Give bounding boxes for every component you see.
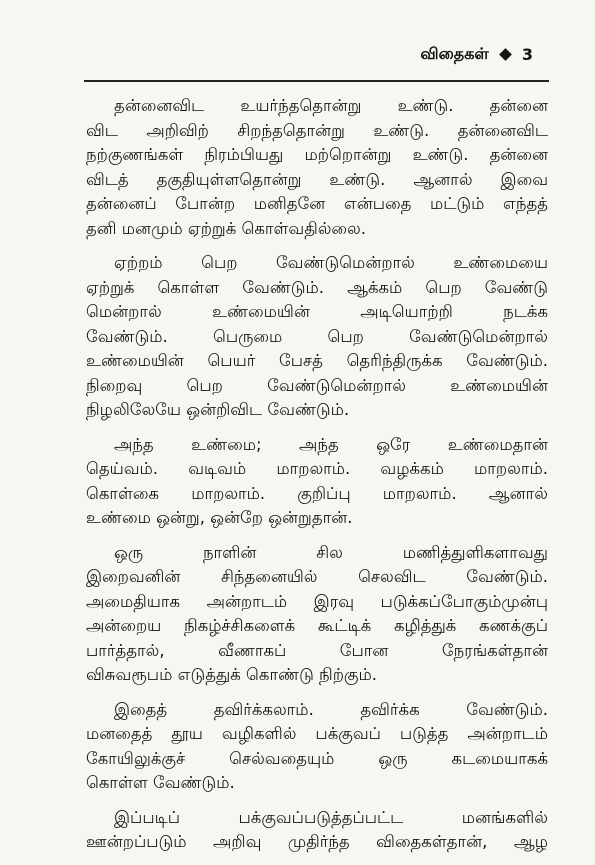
text-line: உண்மை ஒன்று, ஒன்றே ஒன்றுதான். bbox=[86, 508, 353, 527]
text-line: நிழலிலேயே ஒன்றிவிட வேண்டும். bbox=[86, 400, 350, 419]
running-header bbox=[420, 44, 533, 65]
text-line: ஏற்றுக் கொள்ள வேண்டும். ஆக்கம் பெற வேண்டு bbox=[86, 277, 548, 297]
text-line: கொள்கை மாறலாம். குறிப்பு மாறலாம். ஆனால் bbox=[86, 483, 548, 503]
paragraph bbox=[86, 541, 548, 688]
header-rule bbox=[84, 80, 549, 82]
text-line: தெய்வம். வடிவம் மாறலாம். வழக்கம் மாறலாம். bbox=[86, 459, 548, 478]
text-line: விடத் தகுதியுள்ளதொன்று உண்டு. ஆனால் இவை bbox=[86, 169, 548, 189]
paragraph bbox=[86, 433, 548, 531]
text-line: நிறைவு பெற வேண்டுமென்றால் உண்மையின் bbox=[86, 375, 548, 395]
text-line: விசுவரூபம் எடுத்துக் கொண்டு நிற்கும். bbox=[86, 665, 378, 684]
text-line: அமைதியாக அன்றாடம் இரவு படுக்கப்போகும்முன்பு bbox=[86, 591, 548, 611]
text-line: தன்னைவிட உயர்ந்ததொன்று உண்டு. தன்னை bbox=[114, 96, 548, 115]
paragraph bbox=[86, 698, 548, 796]
text-line: ஊன்றப்படும் அறிவு முதிர்ந்த விதைகள்தான், ஆழ bbox=[86, 832, 548, 851]
text-line: வேண்டும். பெருமை பெற வேண்டுமென்றால் bbox=[86, 326, 548, 346]
text-line: மனதைத் தூய வழிகளில் பக்குவப் படுத்த அன்றாடம் bbox=[86, 724, 548, 743]
text-line: தனி மனமும் ஏற்றுக் கொள்வதில்லை. bbox=[86, 218, 366, 238]
book-title: விதைகள் bbox=[420, 44, 489, 63]
diamond-icon bbox=[499, 48, 512, 61]
text-line: விட அறிவிற் சிறந்ததொன்று உண்டு. தன்னைவிட bbox=[86, 120, 548, 140]
paragraph bbox=[86, 251, 548, 423]
page-number: 3 bbox=[521, 45, 533, 64]
text-line: கோயிலுக்குச் செல்வதையும் ஒரு கடமையாகக் bbox=[86, 748, 548, 768]
text-line: கொள்ள வேண்டும். bbox=[86, 773, 235, 792]
text-line: தன்னைப் போன்ற மனிதனே என்பதை மட்டும் எந்தத் bbox=[86, 194, 548, 213]
text-line: உண்மையின் பெயர் பேசத் தெரிந்திருக்க வேண்டும். bbox=[86, 351, 548, 370]
text-line: மென்றால் உண்மையின் அடியொற்றி நடக்க bbox=[86, 302, 548, 321]
text-line: ஏற்றம் பெற வேண்டுமென்றால் உண்மையை bbox=[114, 253, 548, 272]
text-line: அன்றைய நிகழ்ச்சிகளைக் கூட்டிக் கழித்துக் கணக்குப் bbox=[86, 616, 548, 635]
paragraph bbox=[86, 806, 548, 855]
text-line: அந்த உண்மை; அந்த ஒரே உண்மைதான் bbox=[114, 434, 548, 454]
text-line: இப்படிப் பக்குவப்படுத்தப்பட்ட மனங்களில் bbox=[114, 807, 548, 827]
text-line: இறைவனின் சிந்தனையில் செலவிட வேண்டும். bbox=[86, 567, 548, 586]
body-text bbox=[86, 94, 548, 865]
text-line: இதைத் தவிர்க்கலாம். தவிர்க்க வேண்டும். bbox=[114, 699, 548, 719]
text-line: நற்குணங்கள் நிரம்பியது மற்றொன்று உண்டு. தன்னை bbox=[86, 145, 548, 164]
text-line: பார்த்தால், வீணாகப் போன நேரங்கள்தான் bbox=[86, 640, 548, 660]
paragraph bbox=[86, 94, 548, 241]
text-line: ஒரு நாளின் சில மணித்துளிகளாவது bbox=[114, 542, 548, 562]
